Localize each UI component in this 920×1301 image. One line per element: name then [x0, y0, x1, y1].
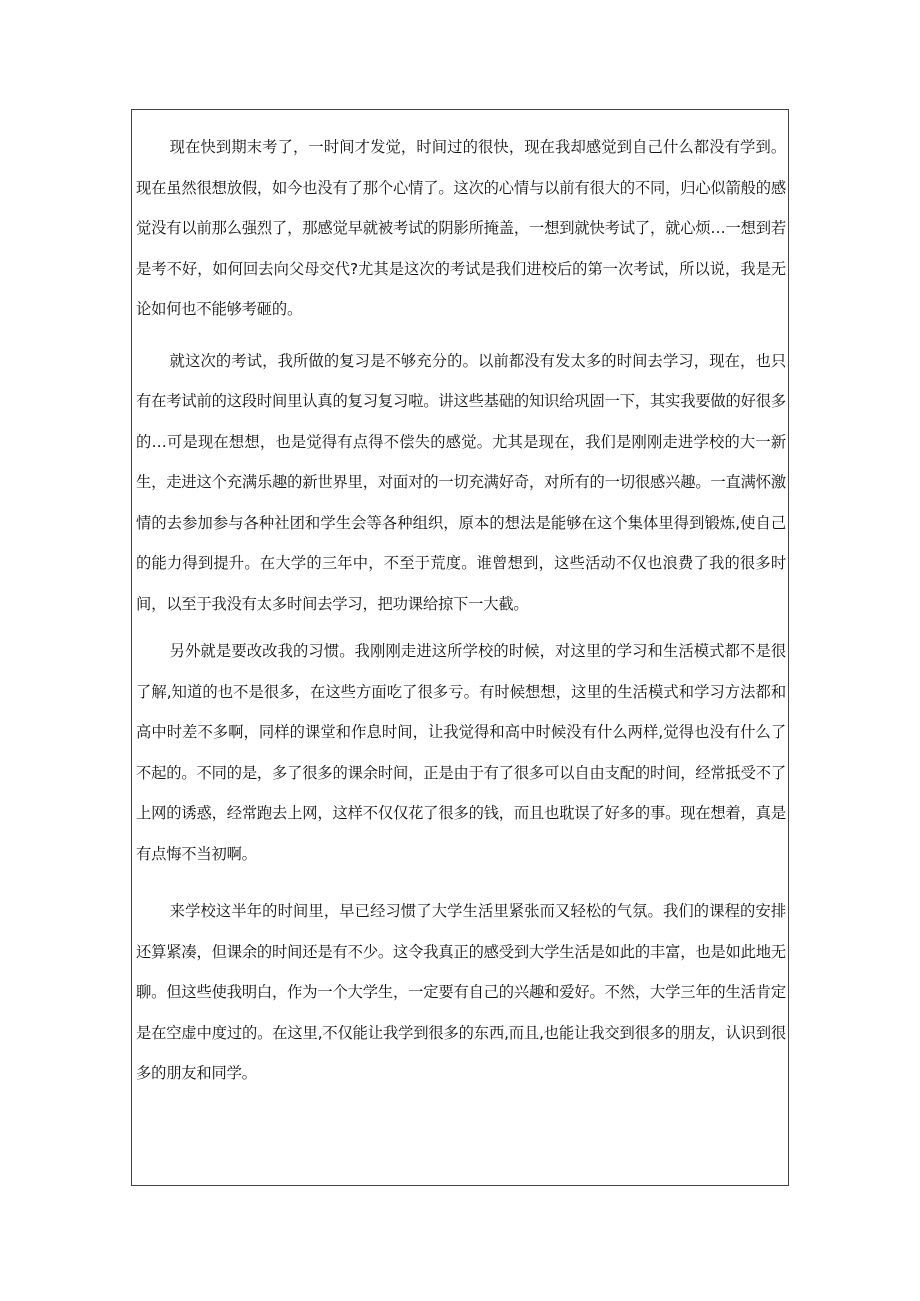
paragraph-2: 就这次的考试，我所做的复习是不够充分的。以前都没有发太多的时间去学习，现在，也只有在考试前的这段时间里认真的复习复习啦。讲这些基础的知识给巩固一下，其实我要做的好很多的…可是现在想想，也是觉得有点得不偿失的感觉。尤其是现在，我们是刚刚走进学校的大一新生，走进这个充满乐趣的新世界里，对面对的一切充满好奇，对所有的一切很感兴趣。一直满怀激情的去参加参与各种社团和学生会等各种组织，原本的想法是能够在这个集体里得到锻炼,使自己的能力得到提升。在大学的三年中，不至于荒度。谁曾想到，这些活动不仅也浪费了我的很多时间，以至于我没有太多时间去学习，把功课给掠下一大截。 [136, 351, 786, 613]
document-frame [131, 109, 789, 1186]
paragraph-3: 另外就是要改改我的习惯。我刚刚走进这所学校的时候，对这里的学习和生活模式都不是很了解,知道的也不是很多，在这些方面吃了很多亏。有时候想想，这里的生活模式和学习方法都和高中时差不多啊，同样的课堂和作息时间，让我觉得和高中时候没有什么两样,觉得也没有什么了不起的。不同的是，多了很多的课余时间，正是由于有了很多可以自由支配的时间，经常抵受不了上网的诱惑，经常跑去上网，这样不仅仅花了很多的钱，而且也耽误了好多的事。现在想着，真是有点悔不当初啊。 [136, 642, 786, 863]
document-body [136, 127, 786, 1094]
paragraph-1: 现在快到期末考了，一时间才发觉，时间过的很快，现在我却感觉到自己什么都没有学到。现在虽然很想放假，如今也没有了那个心情了。这次的心情与以前有很大的不同，归心似箭般的感觉没有以前那么强烈了，那感觉早就被考试的阴影所掩盖，一想到就快考试了，就心烦…一想到若是考不好，如何回去向父母交代?尤其是这次的考试是我们进校后的第一次考试，所以说，我是无论如何也不能够考砸的。 [136, 138, 786, 318]
paragraph-4: 来学校这半年的时间里，早已经习惯了大学生活里紧张而又轻松的气氛。我们的课程的安排还算紧凑，但课余的时间还是有不少。这令我真正的感受到大学生活是如此的丰富，也是如此地无聊。但这些使我明白，作为一个大学生，一定要有自己的兴趣和爱好。不然，大学三年的生活肯定是在空虚中度过的。在这里,不仅能让我学到很多的东西,而且,也能让我交到很多的朋友，认识到很多的朋友和同学。 [136, 902, 786, 1082]
